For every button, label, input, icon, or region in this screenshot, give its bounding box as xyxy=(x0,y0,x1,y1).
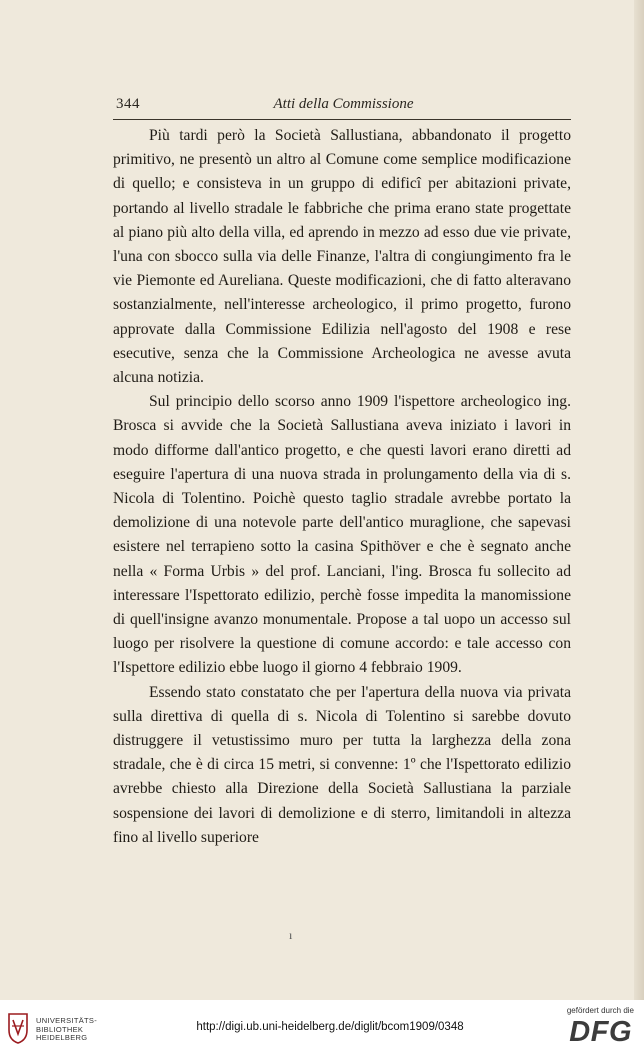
paragraph-1: Più tardi però la Società Sallustiana, abbandonato il progetto primitivo, ne presentò un altro al Comune come semplice modificazione di quello; e consisteva in un gruppo di edificî per abitazioni private, portando al livello stradale le fabbriche che prima erano state progettate al piano più alto della villa, ed aprendo in mezzo ad esso due vie private, l'una con sbocco sulla via delle Finanze, l'altra di congiungimento fra le vie Piemonte ed Aureliana. Queste modificazioni, che di fatto alteravano sostanzialmente, nell'interesse archeologico, il primo progetto, furono approvate dalla Commissione Edilizia nell'agosto del 1908 e rese esecutive, senza che la Commissione Archeologica ne avesse avuta alcuna notizia. xyxy=(113,127,571,387)
institution-name xyxy=(36,1017,97,1043)
institution-line: HEIDELBERG xyxy=(36,1033,88,1043)
running-title: Atti della Commissione xyxy=(273,96,414,112)
source-url-link[interactable]: http://digi.ub.uni-heidelberg.de/diglit/bcom1909/0348 xyxy=(196,1021,464,1033)
institution-line: BIBLIOTHEK xyxy=(36,1024,84,1034)
page-edge-shadow xyxy=(634,0,644,1000)
university-seal-icon xyxy=(7,1012,29,1044)
paragraph-2: Sul principio dello scorso anno 1909 l'ispettore archeologico ing. Brosca si avvide che la Società Sallustiana aveva iniziato i lavori in modo difforme dall'antico progetto, e che questi lavori erano diretti ad eseguire l'apertura di una nuova strada in prolungamento della via di s. Nicola di Tolentino. Poichè questo taglio stradale avrebbe portato la demolizione di una notevole parte dell'antico muraglione, che sapevasi esistere nel terrapieno sotto la casina Spithöver e che è segnato anche nella « Forma Urbis » del prof. Lanciani, l'ing. Brosca fu sollecito ad interessare l'Ispettorato edilizio, perchè fosse impedita la manomissione di quell'insigne avanzo monumentale. Propose a tal uopo un accesso sul luogo per risolvere la questione di comune accordo: e tale accesso con l'Ispettore edilizio ebbe luogo il giorno 4 febbraio 1909. xyxy=(113,393,571,677)
paragraph-3: Essendo stato constatato che per l'apertura della nuova via privata sulla direttiva di quella di s. Nicola di Tolentino si sarebbe dovuto distruggere il vetustissimo muro per tutta la larghezza della zona stradale, che è di circa 15 metri, si convenne: 1º che l'Ispettorato edilizio avrebbe chiesto alla Direzione della Società Sallustiana la parziale sospensione dei lavori di demolizione e di sterro, limitandoli in altezza fino al livello superiore xyxy=(113,683,571,846)
dfg-logo: DFG xyxy=(569,1016,632,1048)
stray-mark: ı xyxy=(289,928,293,942)
digitization-footer xyxy=(0,1000,644,1053)
body-text xyxy=(113,124,571,850)
page-header xyxy=(116,96,571,118)
page-number: 344 xyxy=(116,96,140,112)
funded-by-label: gefördert durch die xyxy=(566,1006,634,1015)
header-rule xyxy=(113,119,571,120)
institution-line: UNIVERSITÄTS- xyxy=(36,1016,97,1025)
